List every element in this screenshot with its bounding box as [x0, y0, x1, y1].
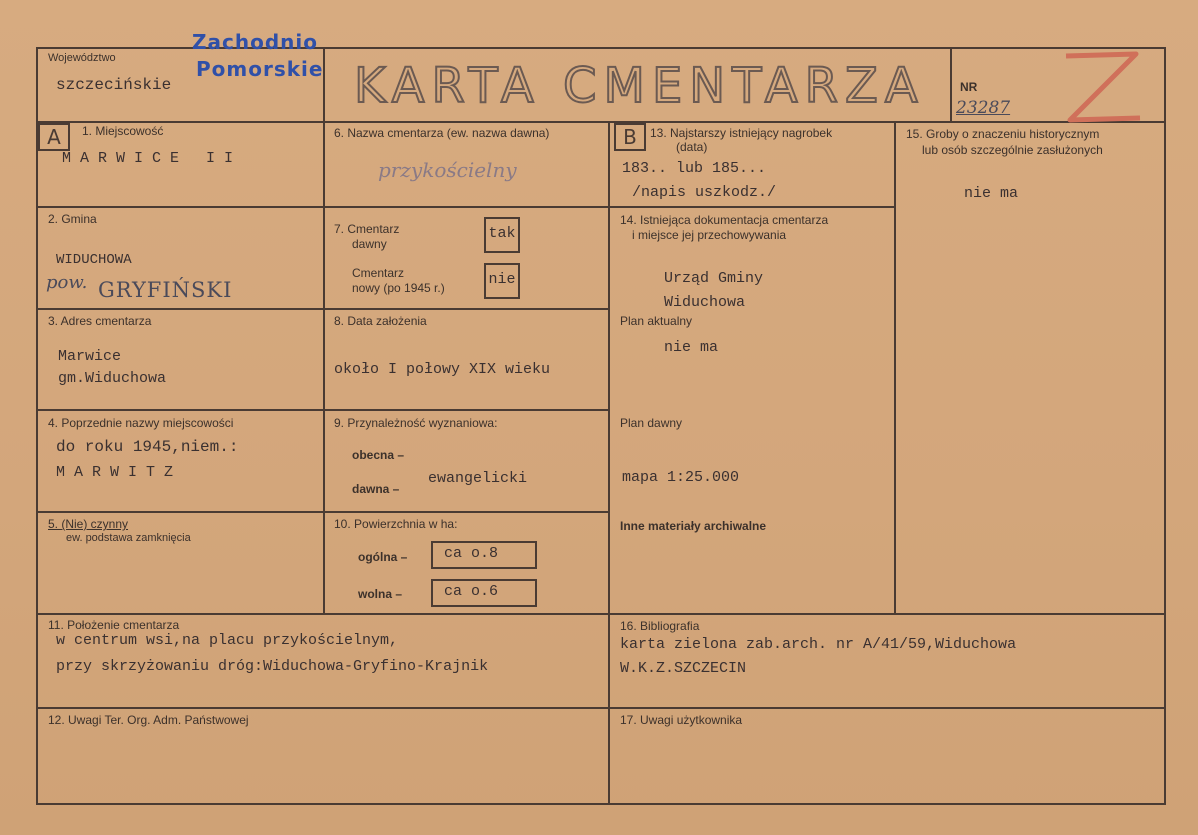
row-line [36, 409, 610, 411]
field-11-line-1: w centrum wsi,na placu przykościelnym, [56, 632, 399, 649]
field-4-line-1: do roku 1945,niem.: [56, 438, 239, 456]
field-15-value: nie ma [964, 185, 1019, 202]
field-2-hand-value: GRYFIŃSKI [98, 278, 233, 302]
row-line [36, 707, 1166, 709]
field-7-box-old-value: tak [488, 225, 516, 242]
field-3-label: 3. Adres cmentarza [48, 314, 152, 328]
field-11-label: 11. Położenie cmentarza [48, 618, 180, 632]
plan-former-value: mapa 1:25.000 [622, 469, 740, 486]
field-15-label: 15. Groby o znaczeniu historycznym [906, 127, 1100, 141]
field-9-former-label: dawna – [352, 482, 400, 496]
nr-value: 23287 [956, 98, 1011, 118]
col-divider-2 [608, 121, 610, 805]
province-value: szczecińskie [56, 76, 172, 94]
row-line [36, 206, 610, 208]
field-10-total-label: ogólna – [358, 550, 408, 564]
header-divider-nr [950, 47, 952, 123]
row-line [608, 206, 896, 208]
plan-former-label: Plan dawny [620, 416, 683, 430]
field-9-current-label: obecna – [352, 448, 405, 462]
field-6-label: 6. Nazwa cmentarza (ew. nazwa dawna) [334, 126, 550, 140]
field-13-label-sub: (data) [676, 140, 708, 154]
field-14-line-1: Urząd Gminy [664, 270, 764, 287]
field-7-label-3: Cmentarz [352, 266, 405, 280]
row-line [36, 511, 610, 513]
field-14-line-2: Widuchowa [664, 294, 746, 311]
field-10-label: 10. Powierzchnia w ha: [334, 517, 458, 531]
header-bottom [36, 121, 1166, 123]
section-b-marker: B [614, 123, 646, 151]
stamp-line-2: Pomorskie [196, 57, 324, 81]
row-line [36, 308, 610, 310]
field-10-total-value: ca o.8 [443, 545, 498, 562]
nr-label: NR [960, 80, 978, 94]
field-9-former-value: ewangelicki [428, 470, 528, 487]
row-line [36, 613, 1166, 615]
category-letter-mark [1062, 48, 1142, 128]
field-13-line-2: /napis uszkodz./ [632, 184, 777, 201]
field-13-line-1: 183.. lub 185... [622, 160, 767, 177]
field-6-hand-value: przykościelny [378, 158, 517, 182]
field-5-label: 5. (Nie) czynny [48, 517, 129, 531]
field-2-hand-prefix: pow. [46, 272, 88, 293]
field-7-label-4: nowy (po 1945 r.) [352, 281, 445, 295]
field-8-value: około I połowy XIX wieku [334, 361, 551, 378]
header-divider-1 [323, 47, 325, 615]
field-15-label-sub: lub osób szczególnie zasłużonych [922, 143, 1103, 157]
field-12-label: 12. Uwagi Ter. Org. Adm. Państwowej [48, 713, 249, 727]
frame-bottom [36, 803, 1166, 805]
field-10-free-value: ca o.6 [443, 583, 498, 600]
plan-current-value: nie ma [664, 339, 719, 356]
province-label: Województwo [48, 52, 116, 64]
field-4-line-2: MARWITZ [56, 464, 183, 481]
field-8-label: 8. Data założenia [334, 314, 427, 328]
field-17-label: 17. Uwagi użytkownika [620, 713, 743, 727]
other-materials-label: Inne materiały archiwalne [620, 519, 767, 533]
section-a-marker: A [38, 123, 70, 151]
field-3-line-1: Marwice [58, 348, 122, 365]
field-2-value: WIDUCHOWA [56, 252, 132, 268]
field-14-label: 14. Istniejąca dokumentacja cmentarza [620, 213, 829, 227]
frame-left [36, 47, 38, 805]
field-1-value: MARWICE II [62, 150, 243, 167]
field-7-label-2: dawny [352, 237, 387, 251]
field-16-line-1: karta zielona zab.arch. nr A/41/59,Widuchowa [620, 636, 1017, 653]
field-5-sub-label: ew. podstawa zamknięcia [66, 532, 191, 544]
frame-right [1164, 47, 1166, 805]
field-9-label: 9. Przynależność wyznaniowa: [334, 416, 498, 430]
field-16-label: 16. Bibliografia [620, 619, 700, 633]
field-3-line-2: gm.Widuchowa [58, 370, 167, 387]
col-divider-3 [894, 121, 896, 615]
card-title: KARTA CMENTARZA [354, 58, 925, 114]
field-7-box-new-value: nie [488, 271, 516, 288]
field-4-label: 4. Poprzednie nazwy miejscowości [48, 416, 234, 430]
field-14-label-sub: i miejsce jej przechowywania [632, 228, 787, 242]
field-16-line-2: W.K.Z.SZCZECIN [620, 660, 747, 677]
plan-current-label: Plan aktualny [620, 314, 693, 328]
field-10-free-label: wolna – [358, 587, 403, 601]
field-1-label: 1. Miejscowość [82, 124, 164, 138]
field-13-label: 13. Najstarszy istniejący nagrobek [650, 126, 833, 140]
field-2-label: 2. Gmina [48, 212, 97, 226]
field-11-line-2: przy skrzyżowaniu dróg:Widuchowa-Gryfino-Krajnik [56, 658, 489, 675]
stamp-line-1: Zachodnio [192, 30, 318, 54]
field-7-label-1: 7. Cmentarz [334, 222, 400, 236]
